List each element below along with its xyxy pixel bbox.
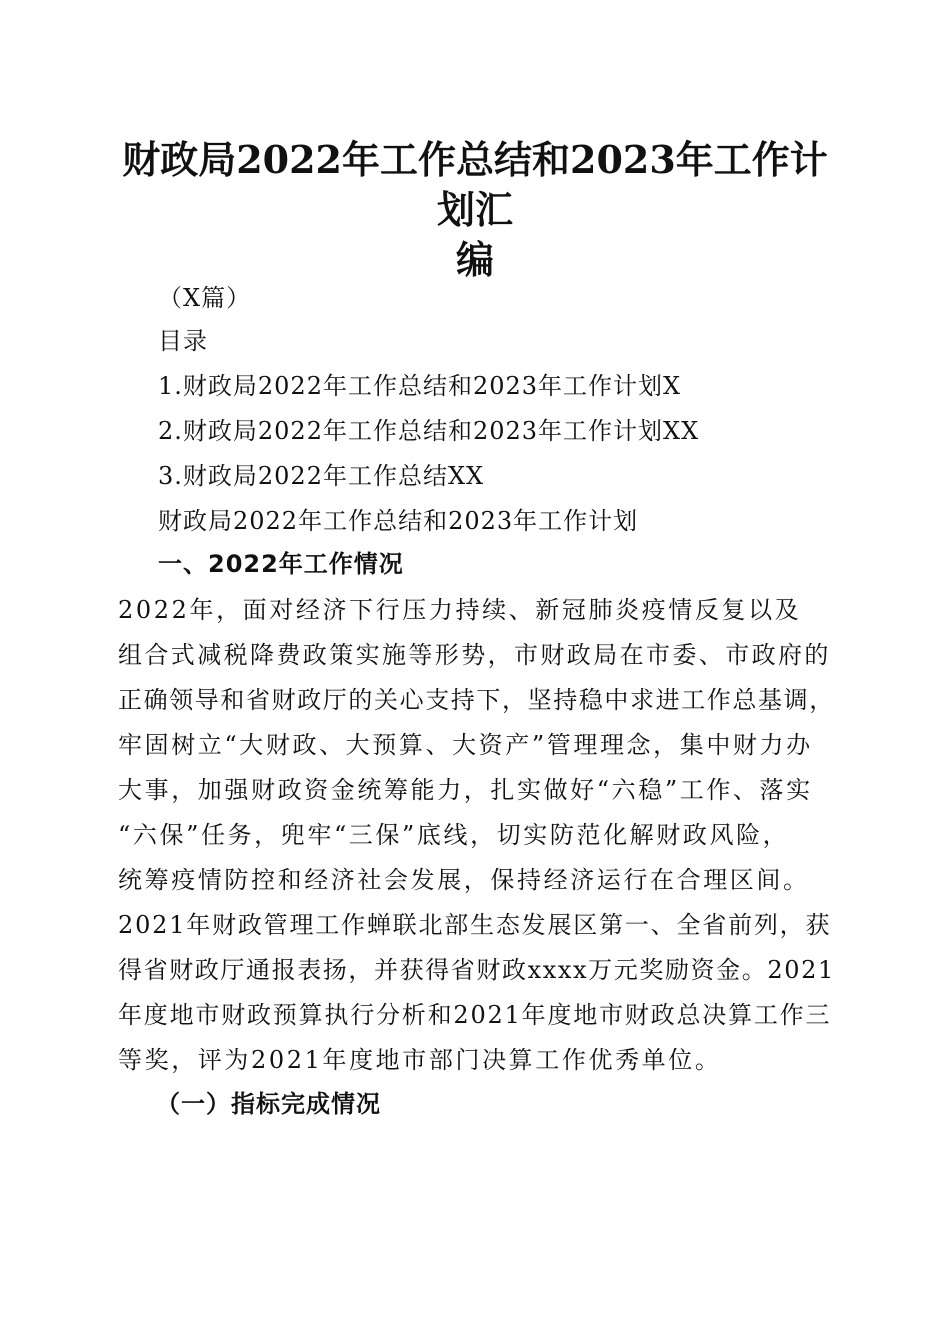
paragraph-line: 得省财政厅通报表扬，并获得省财政xxxx万元奖励资金。2021 <box>118 956 835 984</box>
toc-item: 2.财政局2022年工作总结和2023年工作计划XX <box>158 417 700 445</box>
article-title: 财政局2022年工作总结和2023年工作计划 <box>158 507 639 535</box>
paragraph-line: 大事，加强财政资金统筹能力，扎实做好“六稳”工作、落实 <box>118 776 813 804</box>
document-title-line-2: 编 <box>455 237 494 282</box>
toc-item: 1.财政局2022年工作总结和2023年工作计划X <box>158 372 682 400</box>
document-title <box>110 135 840 285</box>
document-title-line-1: 财政局2022年工作总结和2023年工作计划汇 <box>122 137 828 232</box>
paragraph-line: 牢固树立“大财政、大预算、大资产”管理理念，集中财力办 <box>118 731 813 759</box>
toc-heading: 目录 <box>158 327 208 355</box>
toc-item: 3.财政局2022年工作总结XX <box>158 462 485 490</box>
count-note: （X篇） <box>158 284 252 312</box>
paragraph-line: 统筹疫情防控和经济社会发展，保持经济运行在合理区间。 <box>118 866 810 894</box>
paragraph-line: 组合式减税降费政策实施等形势，市财政局在市委、市政府的 <box>118 641 831 669</box>
paragraph-line: “六保”任务，兜牢“三保”底线，切实防范化解财政风险， <box>118 821 790 849</box>
paragraph-line: 2021年财政管理工作蝉联北部生态发展区第一、全省前列，获 <box>118 911 832 939</box>
subsection-heading: （一）指标完成情况 <box>156 1089 381 1118</box>
paragraph-line: 年度地市财政预算执行分析和2021年度地市财政总决算工作三 <box>118 1001 832 1029</box>
paragraph-line: 2022年，面对经济下行压力持续、新冠肺炎疫情反复以及 <box>118 596 802 624</box>
paragraph-line: 等奖，评为2021年度地市部门决算工作优秀单位。 <box>118 1046 722 1074</box>
section-heading: 一、2022年工作情况 <box>158 550 404 578</box>
paragraph-line: 正确领导和省财政厅的关心支持下，坚持稳中求进工作总基调， <box>118 686 835 714</box>
